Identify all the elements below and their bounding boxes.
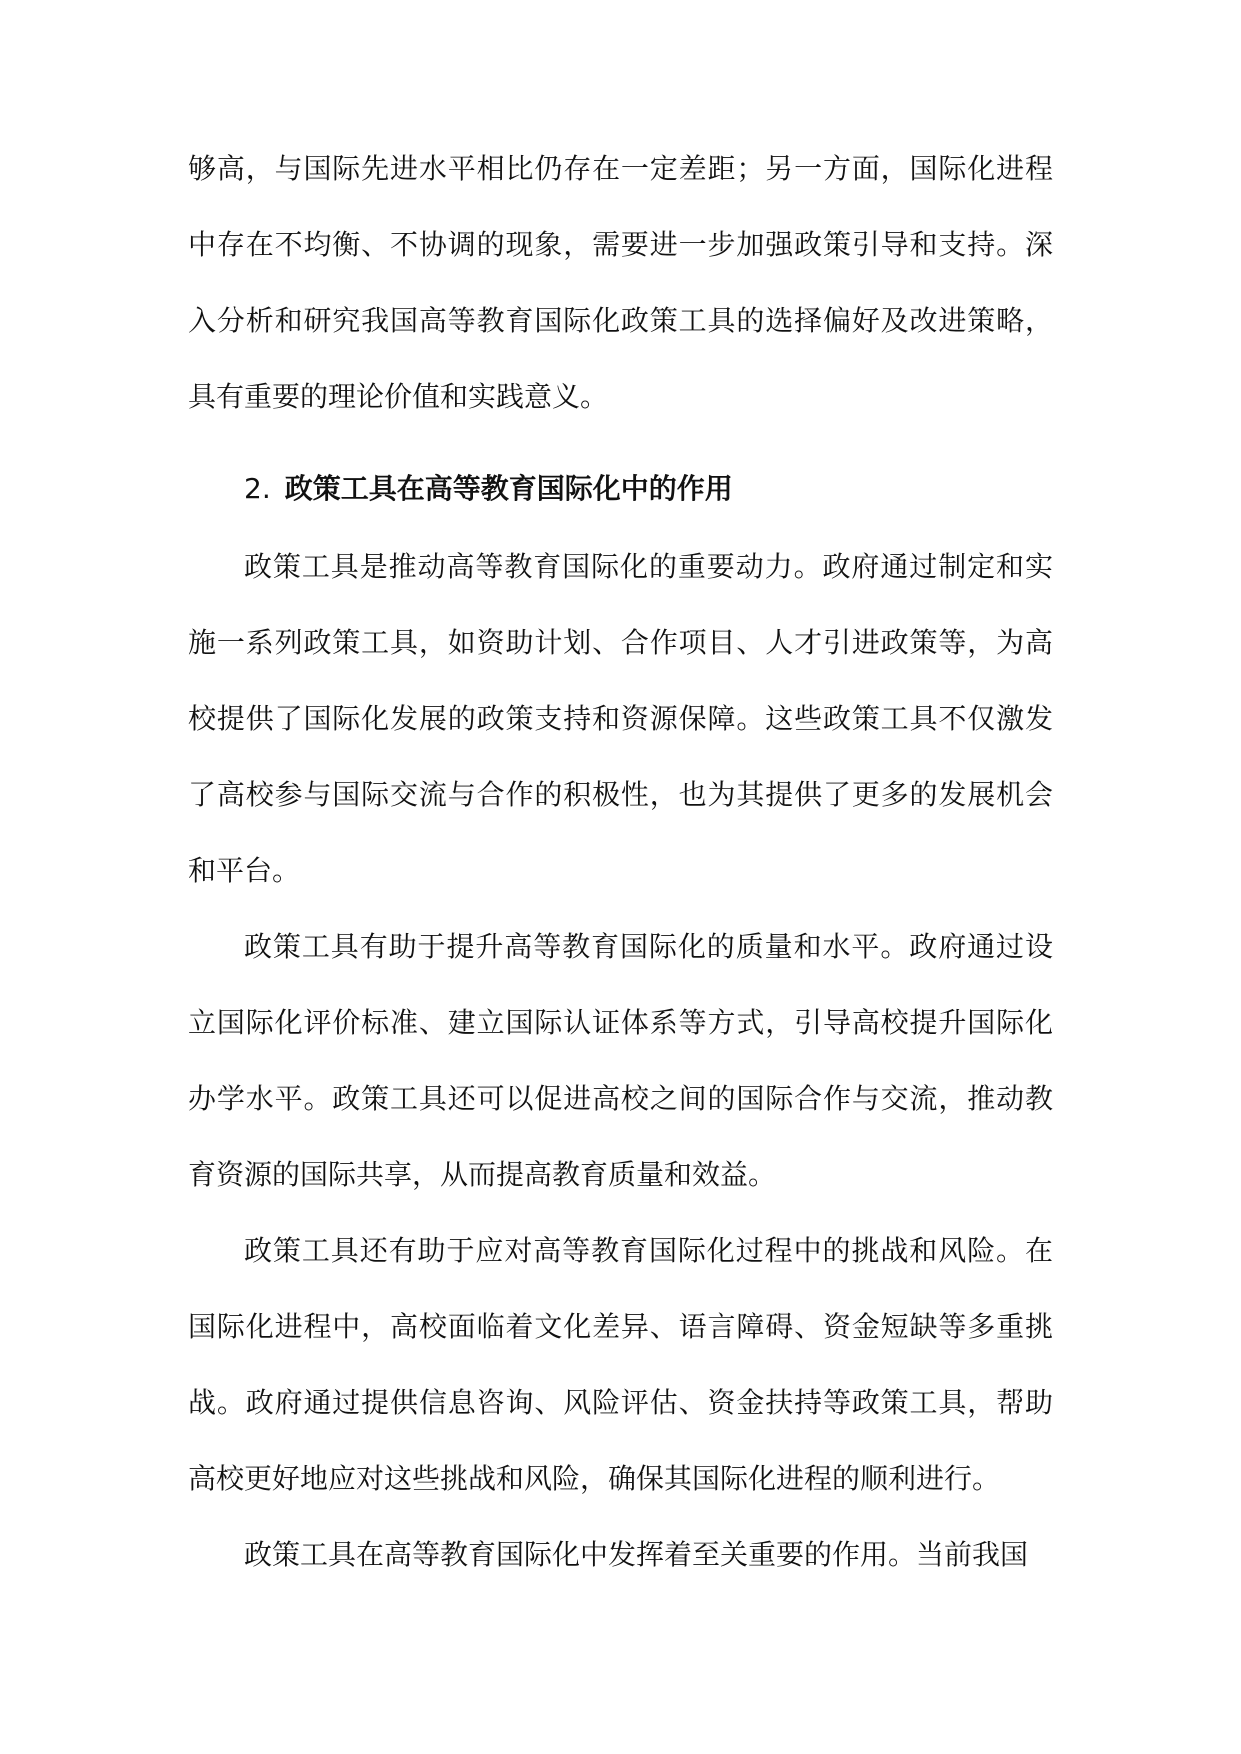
paragraph: 政策工具在高等教育国际化中发挥着至关重要的作用。当前我国 (244, 1538, 1029, 1571)
paragraph: 政策工具还有助于应对高等教育国际化过程中的挑战和风险。在国际化进程中，高校面临着文化差异、语言障碍、资金短缺等多重挑战。政府通过提供信息咨询、风险评估、资金扶持等政策工具，帮助高校更好地应对这些挑战和风险，确保其国际化进程的顺利进行。 (188, 1234, 1053, 1495)
section-number: 2. (244, 472, 271, 505)
document-body (188, 131, 1053, 1593)
paragraph: 政策工具是推动高等教育国际化的重要动力。政府通过制定和实施一系列政策工具，如资助计划、合作项目、人才引进政策等，为高校提供了国际化发展的政策支持和资源保障。这些政策工具不仅激发了高校参与国际交流与合作的积极性，也为其提供了更多的发展机会和平台。 (188, 550, 1053, 887)
section-heading (188, 451, 1053, 527)
section-title: 政策工具在高等教育国际化中的作用 (284, 472, 733, 505)
paragraph-continued: 够高，与国际先进水平相比仍存在一定差距；另一方面，国际化进程中存在不均衡、不协调的现象，需要进一步加强政策引导和支持。深入分析和研究我国高等教育国际化政策工具的选择偏好及改进策略，具有重要的理论价值和实践意义。 (188, 152, 1053, 413)
paragraph: 政策工具有助于提升高等教育国际化的质量和水平。政府通过设立国际化评价标准、建立国际认证体系等方式，引导高校提升国际化办学水平。政策工具还可以促进高校之间的国际合作与交流，推动教育资源的国际共享，从而提高教育质量和效益。 (188, 930, 1053, 1191)
